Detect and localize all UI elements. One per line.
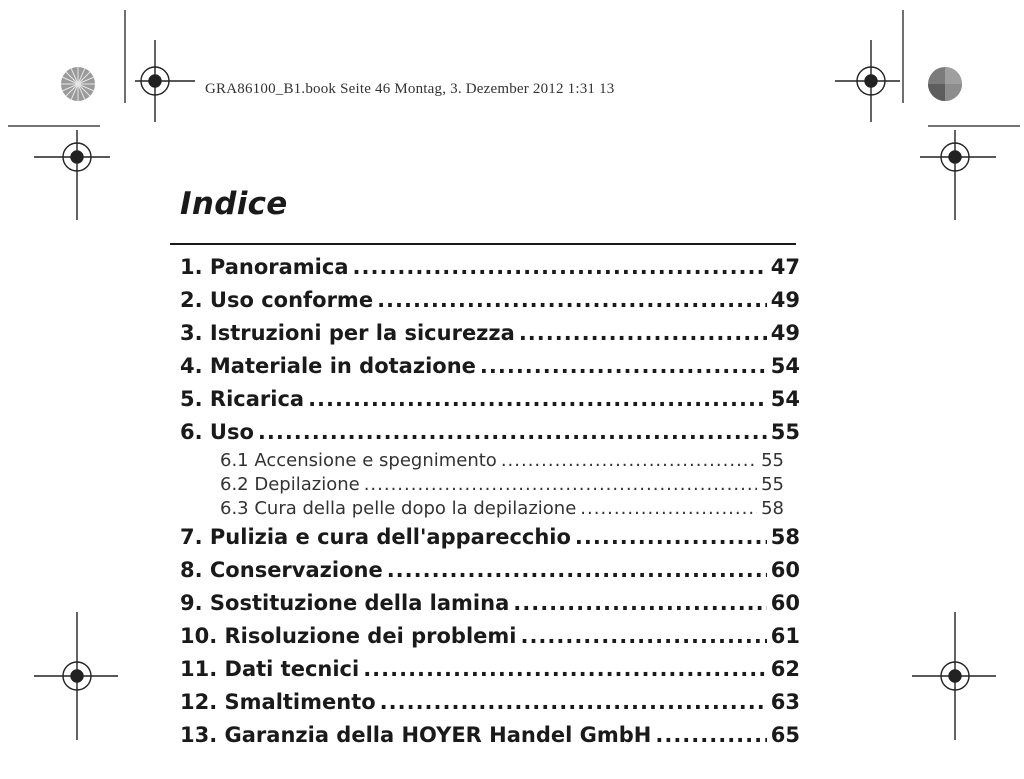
toc-entry-label: 13. Garanzia della HOYER Handel GmbH bbox=[180, 723, 652, 747]
toc-leader-dots bbox=[575, 521, 767, 554]
toc-entry-label: 2. Uso conforme bbox=[180, 288, 374, 312]
toc-leader-dots bbox=[520, 620, 766, 653]
toc-page-number: 55 bbox=[761, 474, 784, 495]
toc-entry[interactable] bbox=[180, 350, 800, 383]
toc-entry[interactable] bbox=[180, 317, 800, 350]
toc-entry-label: 6.3 Cura della pelle dopo la depilazione bbox=[220, 498, 577, 519]
toc-page-number: 60 bbox=[770, 591, 800, 615]
registration-mark-icon bbox=[835, 40, 900, 122]
toc-leader-dots bbox=[258, 416, 767, 449]
toc-leader-dots bbox=[513, 587, 767, 620]
toc-entry-label: 1. Panoramica bbox=[180, 255, 349, 279]
toc-page-number: 54 bbox=[770, 387, 800, 411]
table-of-contents bbox=[180, 251, 800, 752]
toc-page-number: 65 bbox=[770, 723, 800, 747]
color-wheel-icon bbox=[928, 67, 962, 101]
registration-mark-icon bbox=[135, 40, 195, 122]
toc-entry-label: 8. Conservazione bbox=[180, 558, 383, 582]
toc-entry[interactable] bbox=[180, 587, 800, 620]
toc-page-number: 49 bbox=[770, 288, 800, 312]
toc-subentry[interactable] bbox=[180, 473, 800, 497]
toc-page-number: 58 bbox=[770, 525, 800, 549]
registration-mark-icon bbox=[34, 612, 118, 740]
registration-mark-icon bbox=[912, 612, 996, 740]
toc-entry[interactable] bbox=[180, 653, 800, 686]
toc-page-number: 55 bbox=[770, 420, 800, 444]
toc-leader-dots bbox=[364, 473, 757, 497]
toc-page-number: 58 bbox=[761, 498, 784, 519]
toc-leader-dots bbox=[377, 284, 767, 317]
toc-page-number: 63 bbox=[770, 690, 800, 714]
toc-entry-label: 11. Dati tecnici bbox=[180, 657, 360, 681]
toc-entry-label: 4. Materiale in dotazione bbox=[180, 354, 476, 378]
toc-entry-label: 12. Smaltimento bbox=[180, 690, 376, 714]
toc-leader-dots bbox=[580, 497, 757, 521]
toc-page-number: 62 bbox=[770, 657, 800, 681]
toc-subentry[interactable] bbox=[180, 497, 800, 521]
toc-entry[interactable] bbox=[180, 554, 800, 587]
toc-leader-dots bbox=[480, 350, 767, 383]
toc-entry-label: 6.2 Depilazione bbox=[220, 474, 360, 495]
toc-entry-label: 3. Istruzioni per la sicurezza bbox=[180, 321, 515, 345]
toc-leader-dots bbox=[380, 686, 767, 719]
toc-leader-dots bbox=[353, 251, 767, 284]
toc-page-number: 47 bbox=[770, 255, 800, 279]
print-slug: GRA86100_B1.book Seite 46 Montag, 3. Dezember 2012 1:31 13 bbox=[205, 81, 615, 97]
toc-leader-dots bbox=[387, 554, 767, 587]
toc-subentry[interactable] bbox=[180, 449, 800, 473]
registration-mark-icon bbox=[920, 130, 996, 220]
toc-page-number: 55 bbox=[761, 450, 784, 471]
title-rule bbox=[170, 243, 796, 245]
toc-page-number: 61 bbox=[770, 624, 800, 648]
toc-entry[interactable] bbox=[180, 383, 800, 416]
toc-entry-label: 5. Ricarica bbox=[180, 387, 305, 411]
toc-page-number: 54 bbox=[770, 354, 800, 378]
toc-entry[interactable] bbox=[180, 251, 800, 284]
toc-entry[interactable] bbox=[180, 521, 800, 554]
toc-entry-label: 9. Sostituzione della lamina bbox=[180, 591, 510, 615]
toc-entry[interactable] bbox=[180, 416, 800, 449]
toc-entry[interactable] bbox=[180, 686, 800, 719]
toc-leader-dots bbox=[501, 449, 757, 473]
color-wheel-icon bbox=[61, 67, 95, 101]
toc-entry[interactable] bbox=[180, 284, 800, 317]
toc-page-number: 49 bbox=[770, 321, 800, 345]
toc-entry[interactable] bbox=[180, 719, 800, 752]
toc-entry-label: 6.1 Accensione e spegnimento bbox=[220, 450, 497, 471]
toc-entry-label: 10. Risoluzione dei problemi bbox=[180, 624, 517, 648]
registration-mark-icon bbox=[34, 130, 110, 220]
toc-entry-label: 6. Uso bbox=[180, 420, 254, 444]
toc-page-number: 60 bbox=[770, 558, 800, 582]
toc-entry[interactable] bbox=[180, 620, 800, 653]
toc-entry-label: 7. Pulizia e cura dell'apparecchio bbox=[180, 525, 571, 549]
toc-leader-dots bbox=[655, 719, 766, 752]
toc-leader-dots bbox=[363, 653, 767, 686]
toc-leader-dots bbox=[519, 317, 767, 350]
toc-leader-dots bbox=[308, 383, 767, 416]
page-title: Indice bbox=[180, 186, 288, 222]
